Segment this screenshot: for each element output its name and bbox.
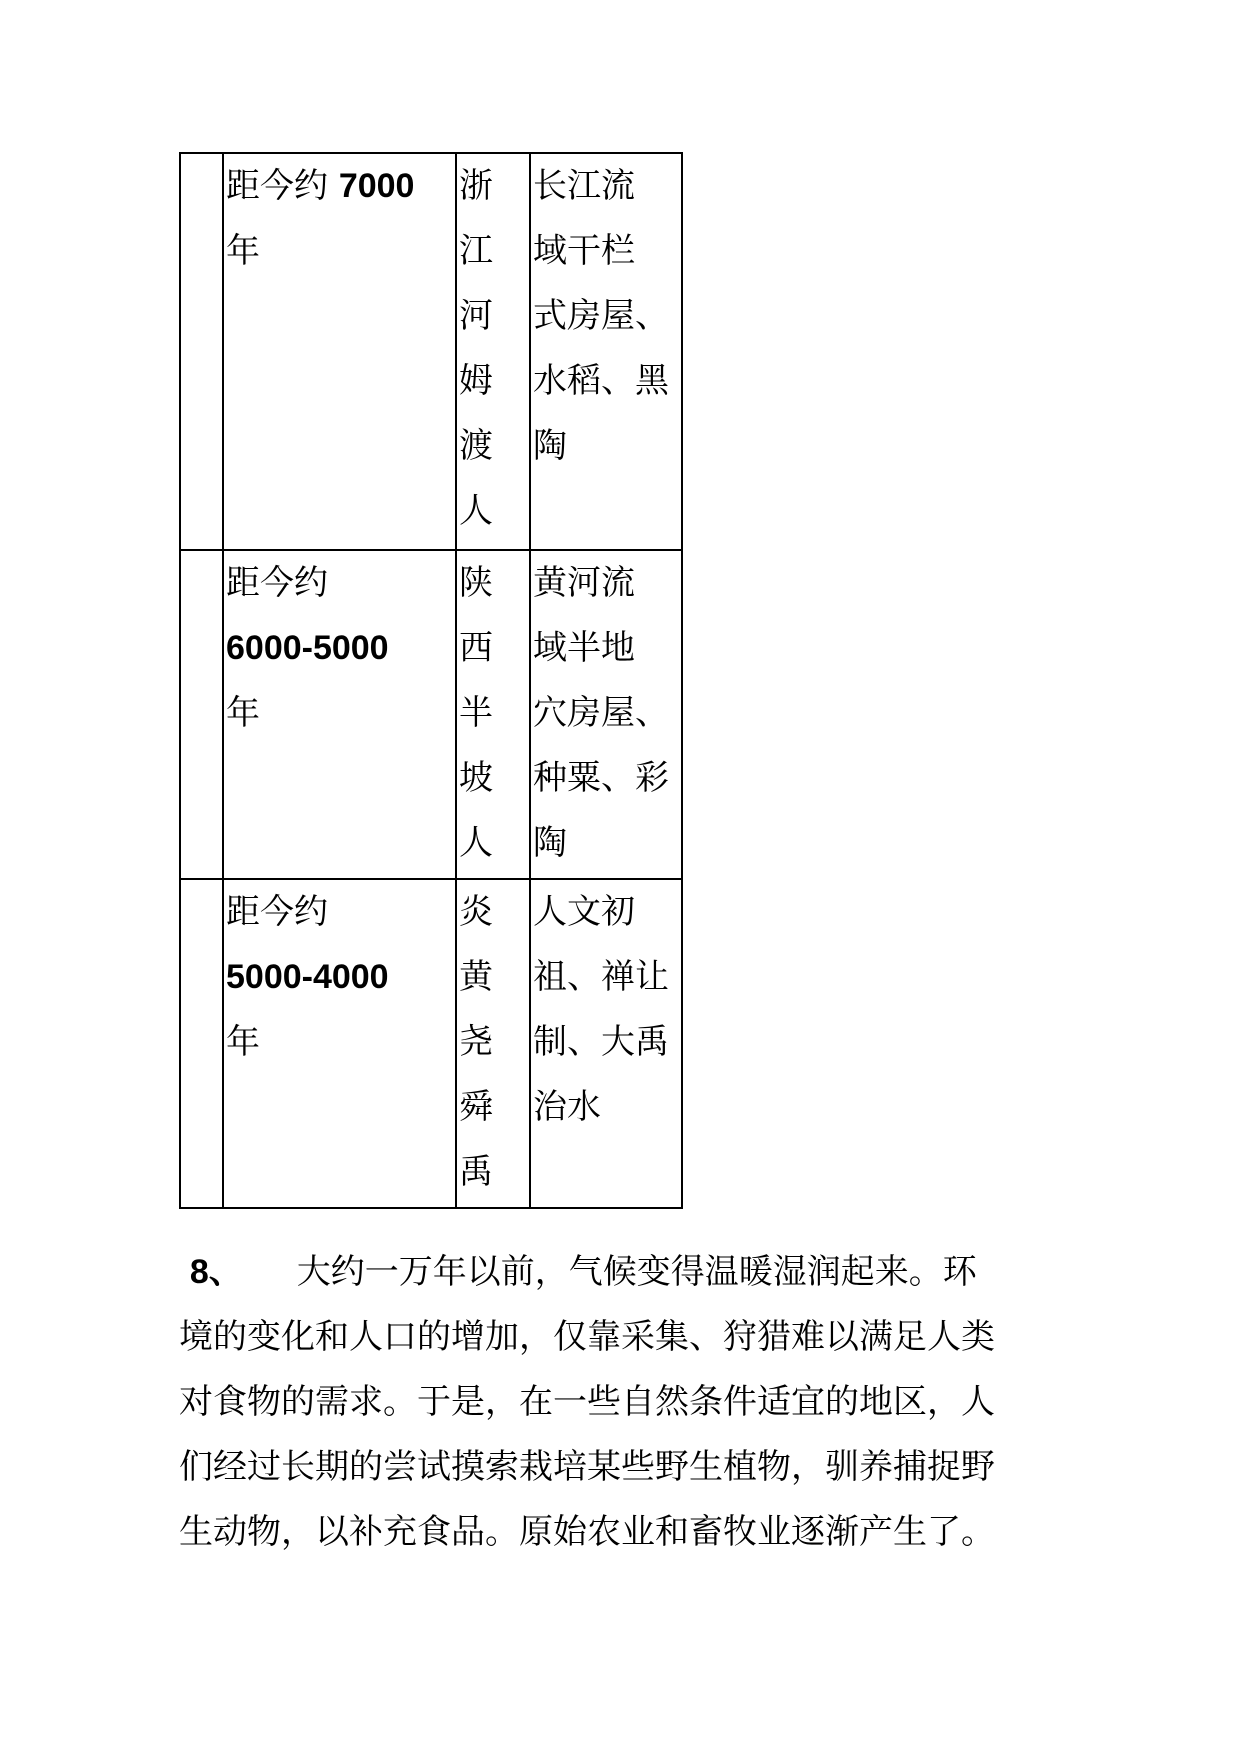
features-cell [530,550,682,879]
features-text: 黄河流 域半地 穴房屋、 种粟、彩 陶 [533,563,669,863]
paragraph-line: 们经过长期的尝试摸索栽培某些野生植物，驯养捕捉野 [179,1447,995,1487]
people-cell [456,550,530,879]
empty-cell [180,153,223,550]
people-text: 陕 西 半 坡 人 [459,563,493,863]
people-text: 浙 江 河 姆 渡 人 [459,166,493,531]
paragraph-line: 生动物，以补充食品。原始农业和畜牧业逐渐产生了。 [179,1512,995,1552]
table-row [180,550,682,879]
time-cell [223,153,456,550]
empty-cell [180,550,223,879]
table-row [180,879,682,1208]
paragraph-number: 8、 [189,1253,243,1291]
time-number: 6000-5000 [226,629,389,667]
features-text: 人文初 祖、禅让 制、大禹 治水 [533,892,669,1127]
time-suffix: 年 [226,693,260,733]
paragraph-line: 对食物的需求。于是，在一些自然条件适宜的地区，人 [179,1382,995,1422]
history-table [179,152,683,1209]
time-number: 7000 [338,167,415,205]
time-suffix: 年 [226,1022,260,1062]
time-prefix: 距今约 [226,166,339,206]
time-prefix: 距今约 [226,563,328,603]
people-text: 炎 黄 尧 舜 禹 [459,892,493,1192]
features-cell [530,879,682,1208]
time-number: 5000-4000 [226,958,389,996]
paragraph-8 [179,1240,1079,1565]
time-cell [223,879,456,1208]
paragraph-line: 境的变化和人口的增加，仅靠采集、狩猎难以满足人类 [179,1317,995,1357]
people-cell [456,879,530,1208]
time-cell [223,550,456,879]
paragraph-line: 大约一万年以前，气候变得温暖湿润起来。环 [296,1252,977,1292]
time-prefix: 距今约 [226,892,328,932]
features-text: 长江流 域干栏 式房屋、 水稻、黑 陶 [533,166,669,466]
time-suffix: 年 [226,231,260,271]
table-row [180,153,682,550]
people-cell [456,153,530,550]
empty-cell [180,879,223,1208]
features-cell [530,153,682,550]
